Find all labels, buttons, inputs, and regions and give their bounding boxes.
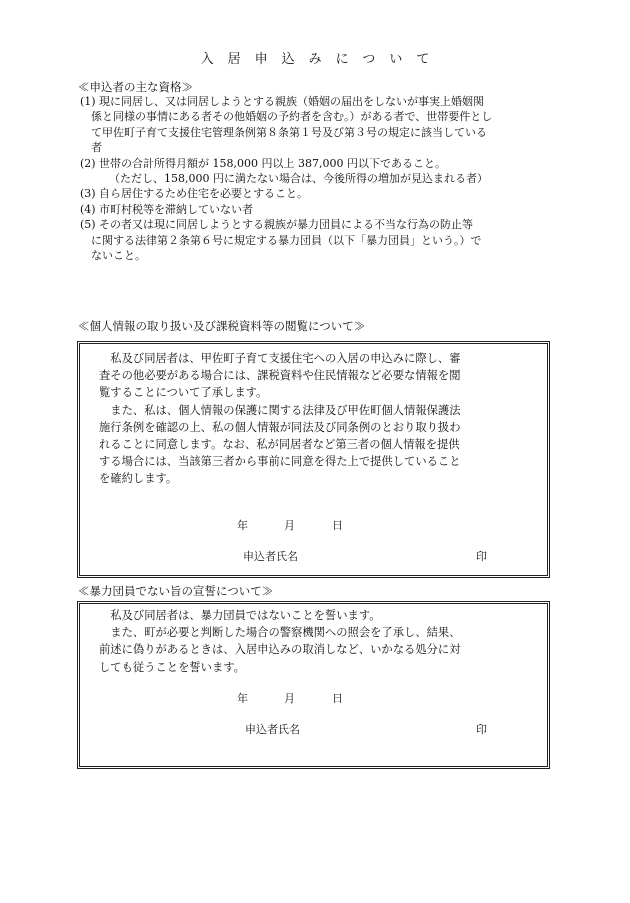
oath-box bbox=[77, 601, 550, 769]
applicant-name-label: 申込者氏名 bbox=[245, 723, 300, 736]
qualification-number: (5) bbox=[80, 218, 96, 232]
privacy-consent-text bbox=[99, 350, 539, 488]
oath-heading: ≪暴力団員でない旨の宣誓について≫ bbox=[78, 584, 274, 598]
qualification-text: 係と同様の事情にある者その他婚姻の予約者を含む。）がある者で、世帯要件とし bbox=[91, 110, 493, 124]
qualification-item-2 bbox=[80, 156, 550, 187]
oath-signature-row bbox=[245, 721, 535, 737]
qualification-text: その者又は現に同居しようとする親族が暴力団員による不当な行為の防止等 bbox=[99, 218, 473, 232]
qualifications-list bbox=[80, 94, 550, 263]
consent-line: また、私は、個人情報の保護に関する法律及び甲佐町個人情報保護法 bbox=[110, 403, 461, 417]
oath-line: また、町が必要と判断した場合の警察機関への照会を了承し、結果、 bbox=[110, 626, 461, 640]
qualification-item-5 bbox=[80, 217, 550, 263]
qualification-number: (3) bbox=[80, 187, 96, 201]
qualification-number: (2) bbox=[80, 156, 96, 170]
qualification-text: て甲佐町子育て支援住宅管理条例第８条第１号及び第３号の規定に該当している bbox=[91, 125, 487, 139]
qualification-item-3 bbox=[80, 186, 550, 201]
qualification-text: 市町村税等を滞納していない者 bbox=[99, 202, 253, 216]
applicant-name-label: 申込者氏名 bbox=[243, 550, 298, 563]
privacy-consent-box bbox=[77, 341, 550, 578]
qualification-text: 世帯の合計所得月額が 158,000 円以上 387,000 円以下であること。 bbox=[99, 156, 446, 170]
oath-line: しても従うことを誓います。 bbox=[99, 660, 245, 674]
date-year-label: 年 bbox=[237, 519, 248, 532]
seal-label: 印 bbox=[476, 550, 487, 563]
consent-line: れることに同意します。なお、私が同居者など第三者の個人情報を提供 bbox=[99, 438, 460, 452]
qualification-text: ないこと。 bbox=[91, 249, 146, 263]
qualification-number: (4) bbox=[80, 202, 96, 216]
consent-line: 覧することについて了承します。 bbox=[99, 386, 268, 400]
date-day-label: 日 bbox=[332, 692, 343, 705]
qualification-text: 現に同居し、又は同居しようとする親族（婚姻の届出をしないが事実上婚姻関 bbox=[99, 95, 484, 108]
qualification-note: （ただし、158,000 円に満たない場合は、今後所得の増加が見込まれる者） bbox=[109, 172, 488, 186]
oath-text bbox=[99, 607, 539, 676]
privacy-signature-row bbox=[243, 548, 533, 564]
oath-line: 私及び同居者は、暴力団員ではないことを誓います。 bbox=[110, 609, 381, 622]
consent-line: する場合には、当該第三者から事前に同意を得た上で提供していること bbox=[99, 455, 461, 469]
oath-date-row bbox=[237, 690, 357, 706]
date-month-label: 月 bbox=[284, 519, 295, 532]
qualification-item-1 bbox=[80, 94, 550, 156]
qualification-text: 者 bbox=[91, 141, 102, 155]
consent-line: 私及び同居者は、甲佐町子育て支援住宅への入居の申込みに際し、審 bbox=[110, 352, 461, 365]
qualification-text: 自ら居住するため住宅を必要とすること。 bbox=[99, 187, 308, 201]
qualification-text: に関する法律第２条第６号に規定する暴力団員（以下「暴力団員」という。）で bbox=[91, 233, 482, 247]
qualifications-heading: ≪申込者の主な資格≫ bbox=[78, 80, 193, 94]
seal-label: 印 bbox=[476, 723, 487, 736]
date-month-label: 月 bbox=[284, 692, 295, 705]
oath-line: 前述に偽りがあるときは、入居申込みの取消しなど、いかなる処分に対 bbox=[99, 643, 461, 657]
privacy-heading: ≪個人情報の取り扱い及び課税資料等の閲覧について≫ bbox=[78, 319, 366, 333]
date-year-label: 年 bbox=[237, 692, 248, 705]
privacy-date-row bbox=[237, 517, 357, 533]
consent-line: 施行条例を確認の上、私の個人情報が同法及び同条例のとおり取り扱わ bbox=[99, 420, 461, 434]
qualification-number: (1) bbox=[80, 95, 96, 108]
document-title: 入居申込みについて bbox=[200, 52, 444, 67]
consent-line: を確約します。 bbox=[99, 472, 178, 486]
consent-line: 査その他必要がある場合には、課税資料や住民情報など必要な情報を閲 bbox=[99, 369, 461, 383]
date-day-label: 日 bbox=[332, 519, 343, 532]
qualification-item-4 bbox=[80, 202, 550, 217]
